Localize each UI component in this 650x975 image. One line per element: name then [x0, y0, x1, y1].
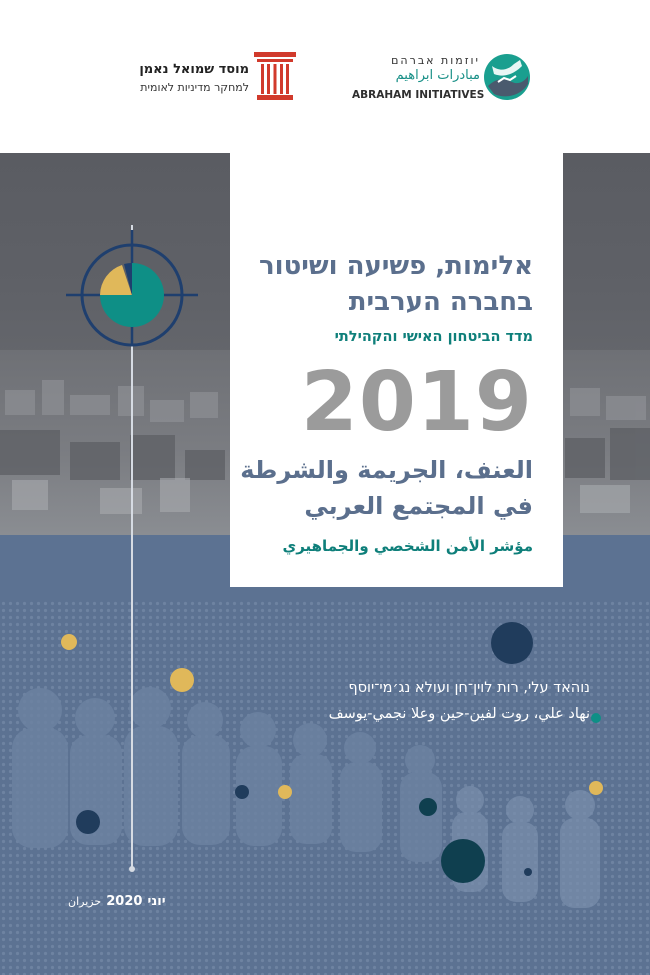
neaman-subtitle: למחקר מדיניות לאומית [140, 81, 249, 94]
year-label: 2019 [300, 355, 533, 450]
logo-strip [0, 0, 650, 153]
hands-circle-icon [482, 52, 532, 102]
title-arabic-line-1: العنف، الجريمة والشرطة [240, 456, 533, 484]
date-year: 2020 [106, 894, 143, 909]
abraham-arabic-name: مبادرات ابراهيم [395, 68, 480, 83]
publication-date [68, 890, 166, 909]
abraham-english-name: ABRAHAM INITIATIVES [352, 89, 485, 101]
date-month-hebrew: יוני [147, 894, 166, 909]
subtitle-arabic: مؤشر الأمن الشخصي والجماهيري [282, 537, 533, 555]
abraham-hebrew-name: יוזמות אברהם [391, 54, 480, 67]
subtitle-hebrew: מדד הביטחון האישי והקהילתי [334, 329, 533, 345]
neaman-name: מוסד שמואל נאמן [139, 62, 249, 77]
date-month-arabic: حزيران [68, 895, 102, 908]
title-panel [230, 153, 563, 587]
authors-hebrew: נוהאד עלי, רות לוין־חן ועולא נג׳מי־יוסף [348, 680, 590, 696]
authors-arabic: نهاد علي، روت لفين-حين وعلا نجمي-يوسف [328, 706, 590, 722]
title-hebrew-line-2: בחברה הערבית [348, 287, 533, 317]
title-hebrew-line-1: אלימות, פשיעה ושיטור [259, 251, 533, 281]
title-arabic-line-2: في المجتمع العربي [304, 492, 533, 520]
column-icon [254, 52, 296, 100]
target-pie-icon [60, 225, 205, 885]
